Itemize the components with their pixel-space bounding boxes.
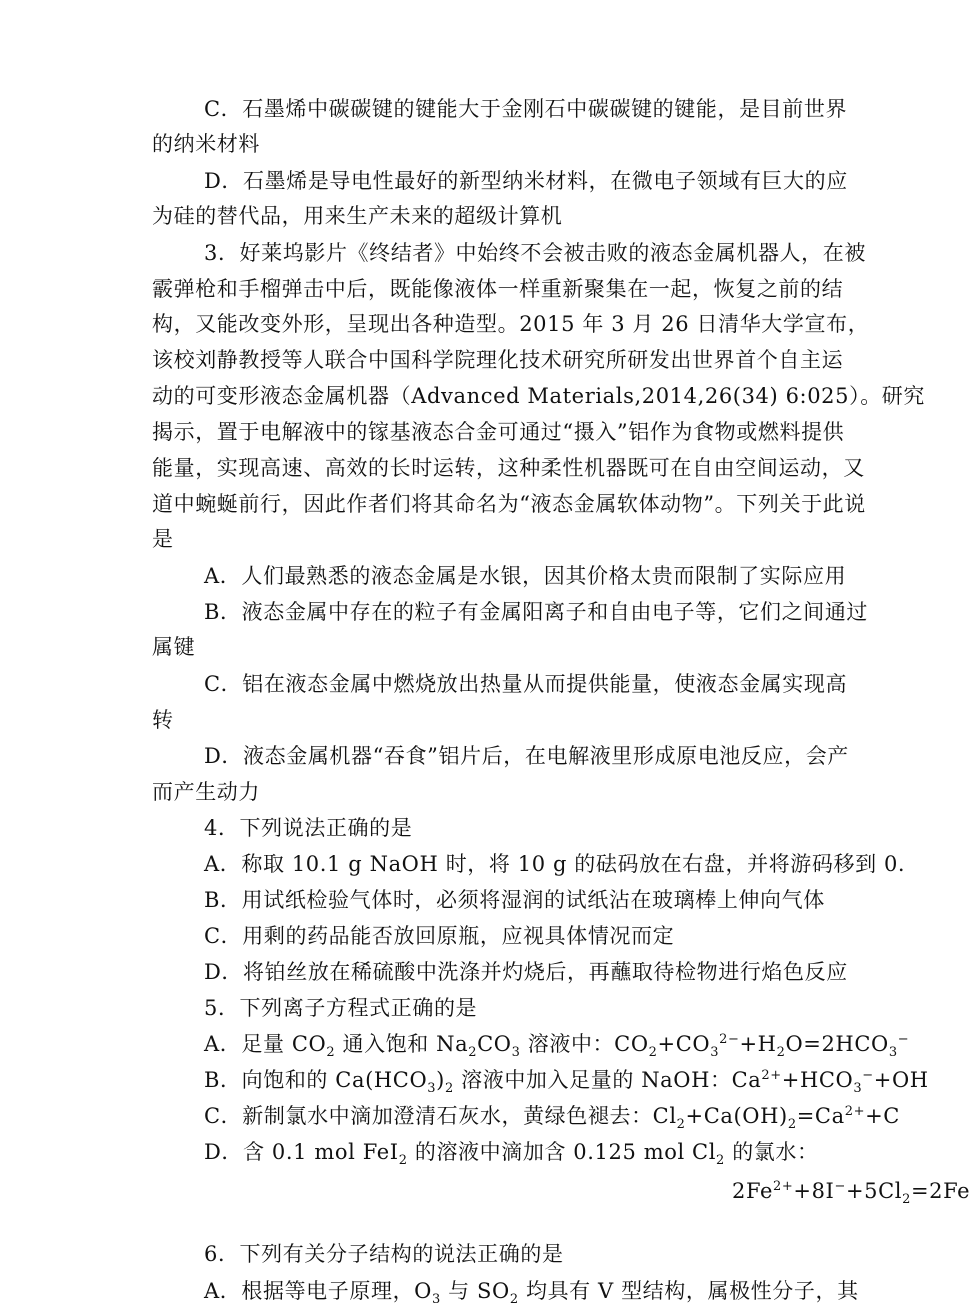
option-5a: A．足量 $CO_2$ 通入饱和 $Na_2CO_3$ 溶液中：$CO_2+CO_3^{2-}+H_2O=2HCO_3^-$	[204, 1032, 910, 1061]
question-3-line5: 动的可变形液态金属机器（Advanced Materials,2014,26(34) 6:025）。研究	[152, 384, 925, 408]
option-3b-line2: 属键	[152, 635, 196, 659]
option-5d-line1: D．含 0.1 mol FeI$_2$ 的溶液中滴加含 0.125 mol $Cl_2$ 的氯水：	[204, 1140, 819, 1169]
option-6a: A．根据等电子原理，$O_3$ 与 $SO_2$ 均具有 V 型结构，属极性分子，其	[204, 1279, 859, 1308]
option-4d: D．将铂丝放在稀硫酸中洗涤并灼烧后，再蘸取待检物进行焰色反应	[204, 960, 848, 984]
option-3b-line1: B．液态金属中存在的粒子有金属阳离子和自由电子等，它们之间通过	[204, 600, 869, 624]
option-4a: A．称取 10.1 g NaOH 时，将 10 g 的砝码放在右盘，并将游码移到 0.	[204, 852, 906, 876]
question-3-line4: 该校刘静教授等人联合中国科学院理化技术研究所研发出世界首个自主运	[152, 348, 844, 372]
question-3-line3: 构，又能改变外形，呈现出各种造型。2015 年 3 月 26 日清华大学宣布，	[152, 312, 870, 336]
option-2d-line1: D．石墨烯是导电性最好的新型纳米材料，在微电子领域有巨大的应	[204, 169, 848, 193]
option-4b: B．用试纸检验气体时，必须将湿润的试纸沾在玻璃棒上伸向气体	[204, 888, 825, 912]
option-3c-line2: 转	[152, 708, 174, 732]
question-3-line8: 道中蜿蜒前行，因此作者们将其命名为“液态金属软体动物”。下列关于此说	[152, 492, 866, 516]
option-5c: C．新制氯水中滴加澄清石灰水，黄绿色褪去：$Cl_2+Ca(OH)_2=Ca^{2+}+C$	[204, 1104, 900, 1133]
option-2c-line2: 的纳米材料	[152, 132, 260, 156]
question-3-line2: 霰弹枪和手榴弹击中后，既能像液体一样重新聚集在一起，恢复之前的结	[152, 277, 844, 301]
option-2c-line1: C．石墨烯中碳碳键的键能大于金刚石中碳碳键的键能，是目前世界	[204, 97, 848, 121]
option-3d-line1: D．液态金属机器“吞食”铝片后，在电解液里形成原电池反应，会产	[204, 744, 849, 768]
option-2d-line2: 为硅的替代品，用来生产未来的超级计算机	[152, 204, 563, 228]
option-5b: B．向饱和的 $Ca(HCO_3)_2$ 溶液中加入足量的 NaOH：$Ca^{2+}+HCO_3^-+OH$	[204, 1068, 929, 1097]
question-5: 5．下列离子方程式正确的是	[204, 996, 478, 1020]
question-3-line9: 是	[152, 527, 174, 551]
question-3-line6: 揭示，置于电解液中的镓基液态合金可通过“摄入”铝作为食物或燃料提供	[152, 420, 845, 444]
option-3a: A．人们最熟悉的液态金属是水银，因其价格太贵而限制了实际应用	[204, 564, 847, 588]
option-3c-line1: C．铝在液态金属中燃烧放出热量从而提供能量，使液态金属实现高	[204, 672, 848, 696]
option-3d-line2: 而产生动力	[152, 780, 260, 804]
question-4: 4．下列说法正确的是	[204, 816, 413, 840]
question-3-line7: 能量，实现高速、高效的长时运转，这种柔性机器既可在自由空间运动，又	[152, 456, 865, 480]
option-5d-line2: $2Fe^{2+}+8I^-+5Cl_2=2Fe$	[732, 1179, 970, 1208]
option-4c: C．用剩的药品能否放回原瓶，应视具体情况而定	[204, 924, 675, 948]
question-3-line1: 3．好莱坞影片《终结者》中始终不会被击败的液态金属机器人，在被	[204, 241, 866, 265]
question-6: 6．下列有关分子结构的说法正确的是	[204, 1242, 564, 1266]
